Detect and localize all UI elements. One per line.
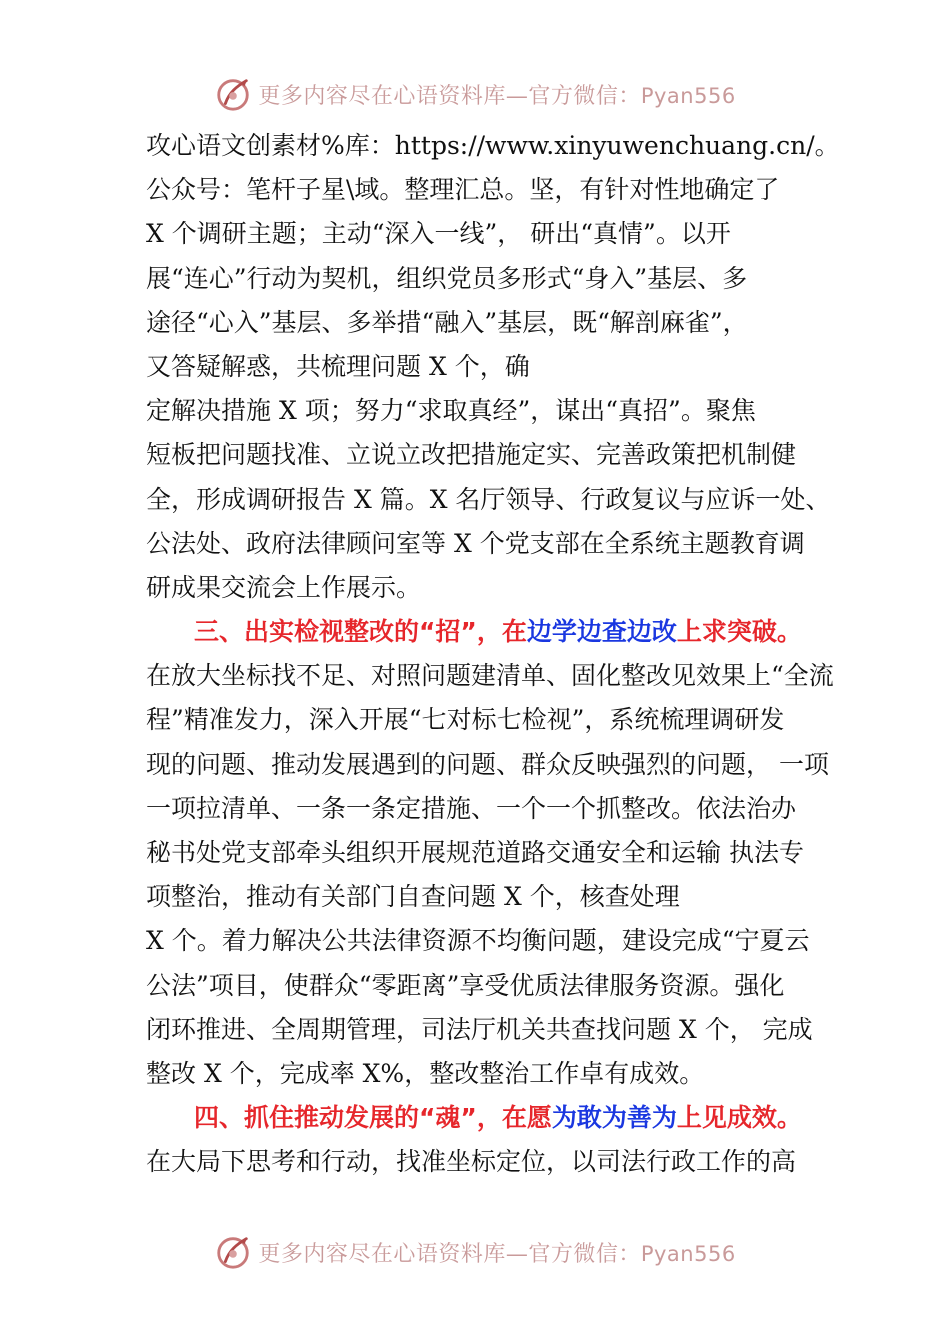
body-line: 途径“心入”基层、多举措“融入”基层，既“解剖麻雀”， [146, 307, 748, 337]
body-line: 短板把问题找准、立说立改把措施定实、完善政策把机制健 [146, 440, 797, 470]
section-3-line: 公法”项目，使群众“零距离”享受优质法律服务资源。强化 [146, 970, 785, 1000]
footer-banner [0, 1228, 950, 1276]
body-line: 公众号：笔杆子星\域。整理汇总。坚，有针对性地确定了 [146, 175, 780, 205]
section-3-line: 秘书处党支部牵头组织开展规范道路交通安全和运输 执法专 [146, 838, 804, 867]
heading-3-part-1: 三、出实检视整改的“招”，在 [194, 617, 527, 647]
body-line: 全，形成调研报告 X 篇。X 名厅领导、行政复议与应诉一处、 [146, 484, 831, 514]
body-line: X 个调研主题；主动“深入一线”， 研出“真情”。以开 [146, 219, 731, 249]
section-3-line: 整改 X 个，完成率 X%，整改整治工作卓有成效。 [146, 1058, 705, 1088]
banner-text-cn: 更多内容尽在心语资料库—官方微信： [258, 1241, 641, 1267]
banner-text-cn: 更多内容尽在心语资料库—官方微信： [258, 83, 641, 109]
banner-text [258, 1237, 735, 1268]
heading-3-part-2: 边学边查边改 [526, 617, 677, 647]
section-3-line: 项整治，推动有关部门自查问题 X 个，核查处理 [146, 882, 680, 912]
section-3-line: 闭环推进、全周期管理，司法厅机关共查找问题 X 个， 完成 [146, 1014, 813, 1044]
banner-text [258, 79, 735, 110]
brand-logo-icon [214, 1233, 252, 1271]
body-line: 定解决措施 X 项；努力“求取真经”，谋出“真招”。聚焦 [146, 396, 756, 426]
section-4-line: 在大局下思考和行动，找准坐标定位，以司法行政工作的高 [146, 1147, 797, 1177]
heading-3-part-3: 上求突破。 [676, 617, 802, 647]
section-3-line: 现的问题、推动发展遇到的问题、群众反映强烈的问题， 一项 [146, 749, 829, 779]
section-heading-4 [146, 1096, 826, 1140]
body-line: 研成果交流会上作展示。 [146, 572, 422, 602]
section-heading-3 [146, 610, 826, 654]
heading-4-part-3: 上见成效。 [676, 1103, 802, 1133]
body-line: 又答疑解惑，共梳理问题 X 个，确 [146, 351, 530, 381]
section-3-line: 在放大坐标找不足、对照问题建清单、固化整改见效果上“全流 [146, 661, 834, 691]
heading-4-part-1: 四、抓住推动发展的“魂”，在愿 [194, 1103, 552, 1133]
section-3-line: 程”精准发力，深入开展“七对标七检视”，系统梳理调研发 [146, 705, 785, 735]
document-body [146, 124, 840, 1185]
body-line: 攻心语文创素材%库：https://www.xinyuwenchuang.cn/。 [146, 131, 840, 160]
header-banner [0, 70, 950, 118]
banner-text-wechat-id: Pyan556 [640, 1241, 736, 1266]
body-line: 展“连心”行动为契机，组织党员多形式“身入”基层、多 [146, 263, 748, 293]
section-3-line: 一项拉清单、一条一条定措施、一个一个抓整改。依法治办 [146, 793, 797, 823]
brand-logo-icon [214, 75, 252, 113]
banner-text-wechat-id: Pyan556 [640, 83, 736, 108]
body-line: 公法处、政府法律顾问室等 X 个党支部在全系统主题教育调 [146, 528, 805, 558]
section-3-line: X 个。着力解决公共法律资源不均衡问题，建设完成“宁夏云 [146, 926, 810, 956]
heading-4-part-2: 为敢为善为 [551, 1103, 677, 1133]
